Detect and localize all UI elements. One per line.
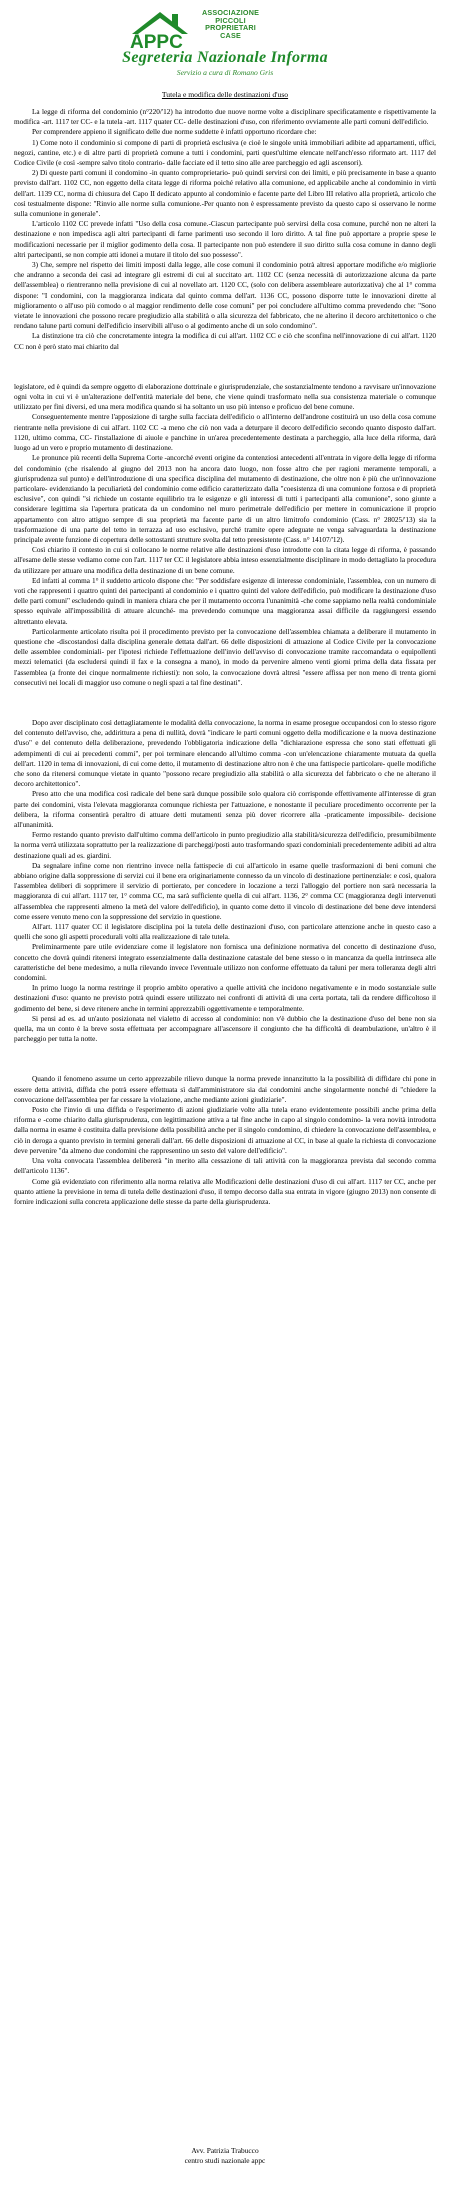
paragraph: Preliminarmente pare utile evidenziare come il legislatore non fornisca una definizione normativa del concetto di destinazione d'uso, concetto che dovrà quindi ritenersi integrato essenzialmente dalla destinazione catastale del bene stesso o in mancanza da quella intrinseca alle caratteristiche del bene medesimo, a nulla rilevando invece l'eventuale utilizzo non conforme effettuato da taluni per mera tolleranza degli altri condomini. xyxy=(14,943,436,983)
author-name: Avv. Patrizia Trabucco xyxy=(191,2146,259,2155)
paragraph: Ed infatti al comma 1° il suddetto articolo dispone che: "Per soddisfare esigenze di interesse condominiale, l'assemblea, con un numero di voti che rappresenti i quattro quinti dei partecipanti al condominio e i quattro quinti del valore dell'edificio, può modificare la destinazione d'uso delle parti comuni" escludendo quindi in maniera chiara che per il mutamento occorra l'unanimità -che come sappiamo nella realtà condominiale spesso equivale all'impossibilità di attuare alcunché- ma prevedendo comunque una maggioranza assai difficile da raggiungersi essendo altrettanto elevata. xyxy=(14,576,436,626)
paragraph: 2) Di queste parti comuni il condomino -in quanto comproprietario- può quindi servirsi con dei limiti, e più precisamente in base a quanto previsto dall'art. 1102 CC, non eggetto della citata legge di riforma poiché relativo alla comunione, ed applicabile anche al condominio in virtù dell'art. 1139 CC, norma di chiusura del Capo II dedicato appunto al condominio e facente parte del Libro III relativo alla proprietà, articolo che così testualmente dispone: "Rinvio alle norme sulla comunione.-Per quanto non è espressamente previsto da questo capo si osservano le norme sulla comunione in generale". xyxy=(14,169,436,219)
paragraph: Fermo restando quanto previsto dall'ultimo comma dell'articolo in punto pregiudizio alla stabilità/sicurezza dell'edificio, presumibilmente la norma verrà utilizzata soprattutto per la realizzazione di parcheggi/posti auto trasformando spazi condominiali precedentemente adibiti ad altra destinazione quali ad es. giardini. xyxy=(14,831,436,860)
paragraph: Dopo aver disciplinato così dettagliatamente le modalità della convocazione, la norma in esame prosegue occupandosi con lo stesso rigore del contenuto dell'avviso, che, addirittura a pena di nullità, dovrà "indicare le parti comuni oggetto della modificazione e la nuova destinazione d'uso" e del contenuto della deliberazione, prevedendo l'obbligatoria indicazione della "dichiarazione espressa che sono stati effettuati gli adempimenti di cui ai precedenti commi", per poi terminare elencando all'ultimo comma -con un'elencazione chiaramente mutuata da quella dell'art. 1120 in tema di innovazioni, di cui come detto, il mutamento di destinazione altro non è che una fattispecie particolare- quelle modifiche che sono da ritenersi comunque vietate in quanto "possono recare pregiudizio alla stabilità o alla sicurezza del fabbricato o che ne alterano il decoro architettonico". xyxy=(14,718,436,789)
association-line: PROPRIETARI xyxy=(205,23,256,33)
section-gap xyxy=(14,688,436,718)
servizio-subtitle: Servizio a cura di Romano Gris xyxy=(176,68,274,77)
paragraph: Le pronunce più recenti della Suprema Corte -ancorché eventi origine da contenziosi antecedenti all'entrata in vigore della legge di riforma del condominio (che risalendo al giugno del 2013 non ha ancora dato luogo, non fosse altro che per ragioni meramente temporali, a giurisprudenza sul punto) e dell'introduzione di una specifica disciplina del mutamento di destinazione, che oltre non è più che un'innovazione particolare- evidenziando la peculiarietà del condominio come edificio caratterizzato dalla "coesistenza di una comunione forzosa e di proprietà esclusive", con quindi "si richiede un costante equilibrio tra le esigenze e gli interessi di tutti i partecipanti alla comunione", sono giunte a considerare legittima sia l'apertura praticata da un condomino nel muro perimetrale dell'edificio per mettere in comunicazione il proprio appartamento con altro attiguo sempre di sua proprietà ma facente parte di un altro limitrofo condominio (Cass. n° 28025/'13) sia la trasformazione di una parte del tetto in terrazza ad uso esclusivo, purché tramite opere adeguate ne venga salvaguardata la destinazione principale avente funzione di copertura delle sottostanti strutture svolta dal tetto preesistente (Cass. n° 14107/'12). xyxy=(14,454,436,544)
article-body xyxy=(14,107,436,1207)
paragraph: Particolarmente articolato risulta poi il procedimento previsto per la convocazione dell'assemblea chiamata a deliberare il mutamento in questione che -discostandosi dalla disciplina generale dettata dall'art. 66 delle disposizioni di attuazione al Codice Civile per la convocazione delle assemblee condominiali- per l'ipotesi richiede l'effettuazione dell'invio dell'avviso di convocazione tramite raccomandata o equipollenti mezzi telematici (da escludersi quindi il fax e la consegna a mano), in modo da pervenire almeno venti giorni prima della data fissata per l'assemblea (a fronte dei cinque normalmente richiesti): non solo, la convocazione dovrà altresì "essere affissa per non meno di trenta giorni consecutivi nei locali di maggior uso comune o negli spazi a tal fine destinati". xyxy=(14,627,436,687)
section-1 xyxy=(14,107,436,352)
paragraph: Conseguentemente mentre l'apposizione di targhe sulla facciata dell'edificio o all'interno dell'androne costituirà un uso della cosa comune rientrante nella previsione di cui all'art. 1102 CC -a meno che ciò non vada a deturpare il decoro dell'edificio secondo quanto disposto dall'art. 1120, ultimo comma, CC- l'installazione di aiuole e panchine in un'area precedentemente destinata a parcheggio, alla luce della riforma, darà luogo ad un vero e proprio mutamento di destinazione. xyxy=(14,413,436,453)
paragraph: 3) Che, sempre nel rispetto dei limiti imposti dalla legge, alle cose comuni il condominio potrà altresì apportare modifiche e/o migliorie che andranno a seconda dei casi ad integrare gli estremi di cui al succitato art. 1102 CC (senza necessità di autorizzazione alcuna da parte dell'assemblea) o rientreranno nella previsione di cui al novellato art. 1120 CC, (solo con delibera assembleare autorizzativa) che al 1° comma dispone: "I condomini, con la maggioranza indicata dal quinto comma dell'art. 1136 CC, possono disporre tutte le innovazioni dirette al miglioramento o all'uso più comodo o al maggior rendimento delle cose comuni" per poi concludere all'ultimo comma prevedendo che: "Sono vietate le innovazioni che possono recare pregiudizio alla stabilità o alla sicurezza del fabbricato, che ne alterino il decoro architettonico o che rendano talune parti comuni dell'edificio inservibili all'uso o al godimento anche di un solo condomino". xyxy=(14,261,436,331)
section-4 xyxy=(14,1074,436,1207)
section-gap xyxy=(14,352,436,382)
paragraph: Per comprendere appieno il significato delle due norme suddette è infatti opportuno ricordare che: xyxy=(32,128,317,137)
paragraph: 1) Come noto il condominio si compone di parti di proprietà esclusiva (e cioè le singole unità immobiliari adibite ad appartamenti, uffici, negozi, cantine, etc.) e di altre parti di proprietà comune a tutti i condomini, parti quest'ultime elencate nell'anch'esso riformato art. 1117 del Codice Civile (e così -sempre salvo titolo contrario- dalle facciate ed il tetto sino alle aree parcheggio ed agli ascensori). xyxy=(14,138,436,168)
paragraph: Una volta convocata l'assemblea delibererà "in merito alla cessazione di tali attività con la maggioranza prevista dal secondo comma dell'articolo 1136". xyxy=(14,1157,436,1176)
paragraph: Si pensi ad es. ad un'auto posizionata nel vialetto di accesso al condominio: non v'è dubbio che la destinazione d'uso del bene non sia quella, ma un conto è la breve sosta effettuata per accompagnare all'ascensore il congiunto che ha difficoltà di deambulazione, un'altro è il parcheggio per tutta la notte. xyxy=(14,1014,436,1044)
section-2 xyxy=(14,382,436,688)
paragraph: L'articolo 1102 CC prevede infatti "Uso della cosa comune.-Ciascun partecipante può servirsi della cosa comune, purché non ne alteri la destinazione e non impedisca agli altri partecipanti di farne parimenti uso secondo il loro diritto. A tal fine può apportare a proprie spese le modificazioni necessarie per il miglior godimento della cosa. Il partecipante non può estendere il suo diritto sulla cosa comune in danno degli altri partecipanti, se non compie atti idonei a mutare il titolo del suo possesso". xyxy=(14,220,436,259)
association-line: CASE xyxy=(220,30,241,40)
association-line: PICCOLI xyxy=(215,15,246,25)
section-3 xyxy=(14,718,436,1045)
signature-block xyxy=(0,2146,450,2166)
logo-text: APPC xyxy=(130,32,183,50)
paragraph: Posto che l'invio di una diffida o l'esperimento di azioni giudiziarie volte alla tutela erano evidentemente possibili anche prima della riforma e -come chiarito dalla giurisprudenza, con legittimazione attiva a tal fine anche in capo al singolo condomino- la vera novità introdotta dalla norma in esame è costituita dalla previsione della possibilità anche per il singolo condomino, di chiedere la convocazione dell'assemblea, e ciò in deroga a quanto previsto in termini generali dall'art. 66 delle disposizioni di attuazione al CC, in base al quale la richiesta di convocazione deve pervenire "da almeno due condomini che rappresentino un sesto del valore dell'edificio". xyxy=(14,1106,436,1155)
paragraph: La legge di riforma del condominio (n°220/'12) ha introdotto due nuove norme volte a disciplinare specificatamente e rispettivamente la modifica -art. 1117 ter CC- e la tutela -art. 1117 quater CC- delle destinazioni d'uso, con riferimento ovviamente alle parti comuni dell'edificio. xyxy=(14,108,436,127)
segreteria-title: Segreteria Nazionale Informa xyxy=(122,49,328,66)
paragraph: Da segnalare infine come non rientrino invece nella fattispecie di cui all'articolo in esame quelle trasformazioni di beni comuni che abbiano origine dalla soppressione di servizi cui il bene era originariamente connesso da un vincolo di destinazione pertinenziale: e così, qualora l'assemblea deliberi di sopprimere il servizio di portierato, per concedere in locazione a terzi l'alloggio del portiere non sarà necessaria la maggioranza di cui all'art. 1117 ter, 1° comma CC, ma sarà sufficiente quella di cui all'art. 1136, 2° comma CC (maggioranza degli intervenuti all'assemblea che rappresenti almeno la metà del valore dell'edificio), in quanto come detto il vincolo di destinazione del bene deve intendersi come essere venuto meno con la soppressione del servizio in questione. xyxy=(14,861,436,921)
author-role: centro studi nazionale appc xyxy=(184,2156,266,2165)
association-line: ASSOCIAZIONE xyxy=(202,8,260,17)
section-gap xyxy=(14,1044,436,1074)
header xyxy=(14,0,436,88)
paragraph: La distinzione tra ciò che concretamente integra la modifica di cui all'art. 1102 CC e ciò che sconfina nell'innovazione di cui all'art. 1120 CC non è però stato mai chiarito dal xyxy=(14,332,436,351)
association-name xyxy=(202,9,259,39)
paragraph: All'art. 1117 quater CC il legislatore disciplina poi la tutela delle destinazioni d'uso, con particolare attenzione anche in questo caso a quelli che sono gli aspetti procedurali volti alla realizzazione di tale tutela. xyxy=(14,923,436,942)
paragraph: Quando il fenomeno assume un certo apprezzabile rilievo dunque la norma prevede innanzitutto la la possibilità di diffidare chi pone in essere detta attività, diffida che potrà essere effettuata sì dall'amministratore sia dai condomini anche singolarmente nonché di "chiedere la convocazione dell'assemblea per far cessare la violazione, anche mediante azioni giudiziarie". xyxy=(14,1075,436,1104)
paragraph: Così chiarito il contesto in cui si collocano le norme relative alle destinazioni d'uso introdotte con la citata legge di riforma, è passando all'esame delle stesse vediamo come con l'art. 1117 ter CC il legislatore abbia inteso essenzialmente disciplinare in modo dettagliato la procedura da utilizzare per attuare una modifica della destinazione di un bene comune. xyxy=(14,546,436,575)
paragraph: legislatore, ed è quindi da sempre oggetto di elaborazione dottrinale e giurisprudenziale, che sostanzialmente tendono a ravvisare un'innovazione ogni volta in cui vi è un'alterazione dell'entità materiale del bene, che viene quindi trasformato nella sua consistenza materiale o comunque utilizzato per fini diversi, ed una mera modifica quando si ha soltanto un uso più intenso e proficuo del bene comune. xyxy=(14,382,436,412)
article-title: Tutela e modifica delle destinazioni d'uso xyxy=(161,90,289,99)
paragraph: Come già evidenziato con riferimento alla norma relativa alle Modificazioni delle destinazioni d'uso di cui all'art. 1117 ter CC, anche per quanto attiene la previsione in tema di tutela delle destinazioni d'uso, il tempo decorso dalla sua entrata in vigore (giugno 2013) non consente di fornire indicazioni sulla concreta applicazione delle stesse da parte della giurisprudenza. xyxy=(14,1177,436,1206)
paragraph: Preso atto che una modifica così radicale del bene sarà dunque possibile solo qualora ciò corrisponde effettivamente all'interesse di gran parte dei condomini, vista l'elevata maggioranza comunque richiesta per l'attuazione, e nonostante il peculiare procedimento occorrente per la delibera, la riforma consentirà peraltro di attuare detti mutamenti senza più dover ricorrere alla -praticamente impossibile- decisione all'unanimità. xyxy=(14,790,436,829)
paragraph: In primo luogo la norma restringe il proprio ambito operativo a quelle attività che incidono negativamente e in modo sostanziale sulle destinazioni d'uso: quanto ne previsto potrà quindi essere utilizzato nei confronti di attività di una certa portata, tali da rendere difficoltoso il godimento del bene, si deve ritenere anche in termini apprezzabili oggettivamente e temporalmente. xyxy=(14,984,436,1013)
